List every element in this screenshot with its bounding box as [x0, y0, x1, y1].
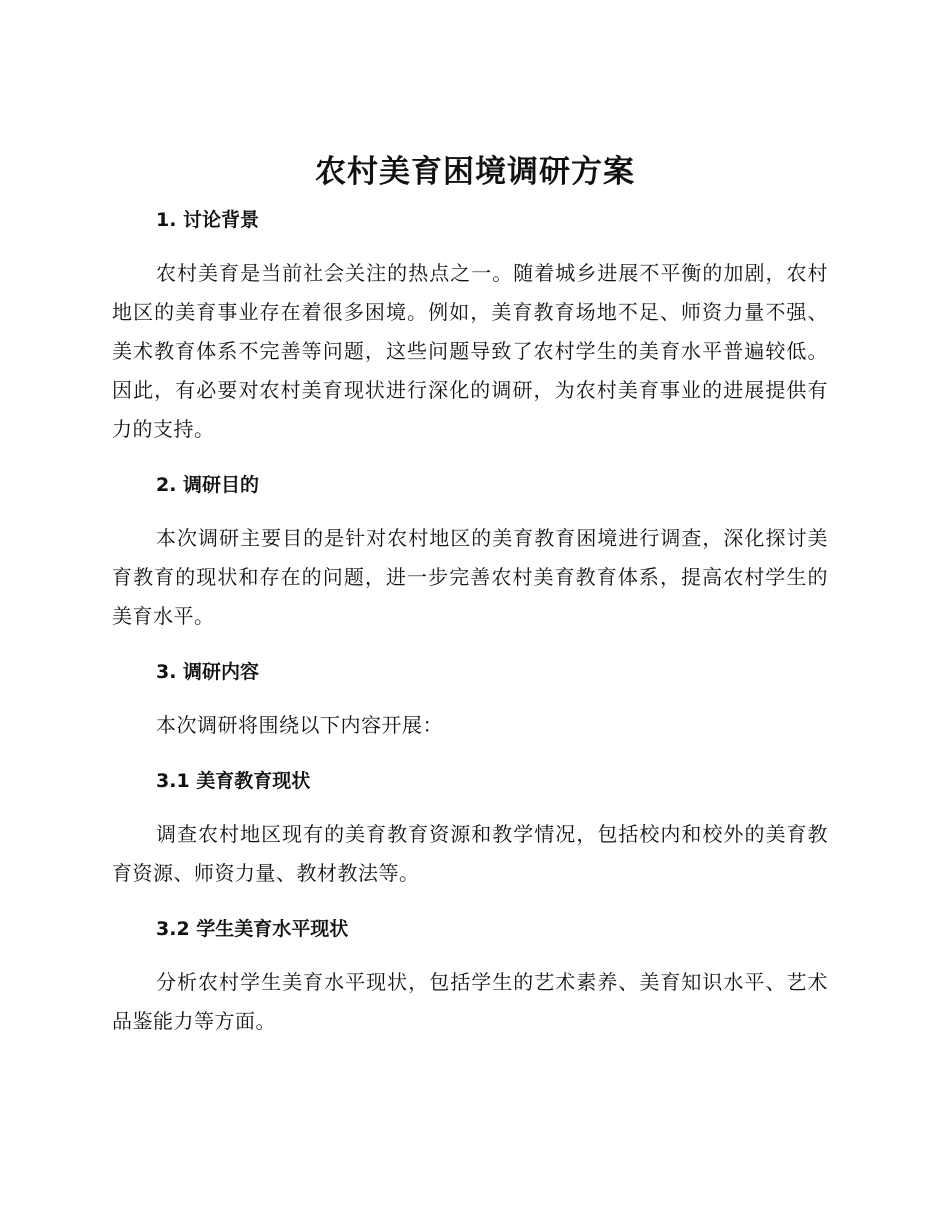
subsection-paragraph-status: 调查农村地区现有的美育教育资源和教学情况，包括校内和校外的美育教育资源、师资力量、教材教法等。: [112, 822, 828, 885]
subsection-heading-student-level: 3.2 学生美育水平现状: [156, 918, 349, 940]
document-title: 农村美育困境调研方案: [315, 154, 635, 190]
document-body: [112, 200, 828, 1041]
section-paragraph-background: 农村美育是当前社会关注的热点之一。随着城乡进展不平衡的加剧，农村地区的美育事业存在着很多困境。例如，美育教育场地不足、师资力量不强、美术教育体系不完善等问题，这些问题导致了农村学生的美育水平普遍较低。因此，有必要对农村美育现状进行深化的调研，为农村美育事业的进展提供有力的支持。: [112, 261, 828, 441]
section-heading-content: 3. 调研内容: [156, 661, 260, 683]
section-heading-purpose: 2. 调研目的: [156, 474, 260, 496]
section-heading-background: 1. 讨论背景: [156, 209, 260, 231]
section-paragraph-content: 本次调研将围绕以下内容开展：: [156, 713, 443, 737]
subsection-heading-status: 3.1 美育教育现状: [156, 770, 311, 792]
section-paragraph-purpose: 本次调研主要目的是针对农村地区的美育教育困境进行调查，深化探讨美育教育的现状和存在的问题，进一步完善农村美育教育体系，提高农村学生的美育水平。: [112, 526, 828, 628]
subsection-paragraph-student-level: 分析农村学生美育水平现状，包括学生的艺术素养、美育知识水平、艺术品鉴能力等方面。: [112, 970, 828, 1033]
